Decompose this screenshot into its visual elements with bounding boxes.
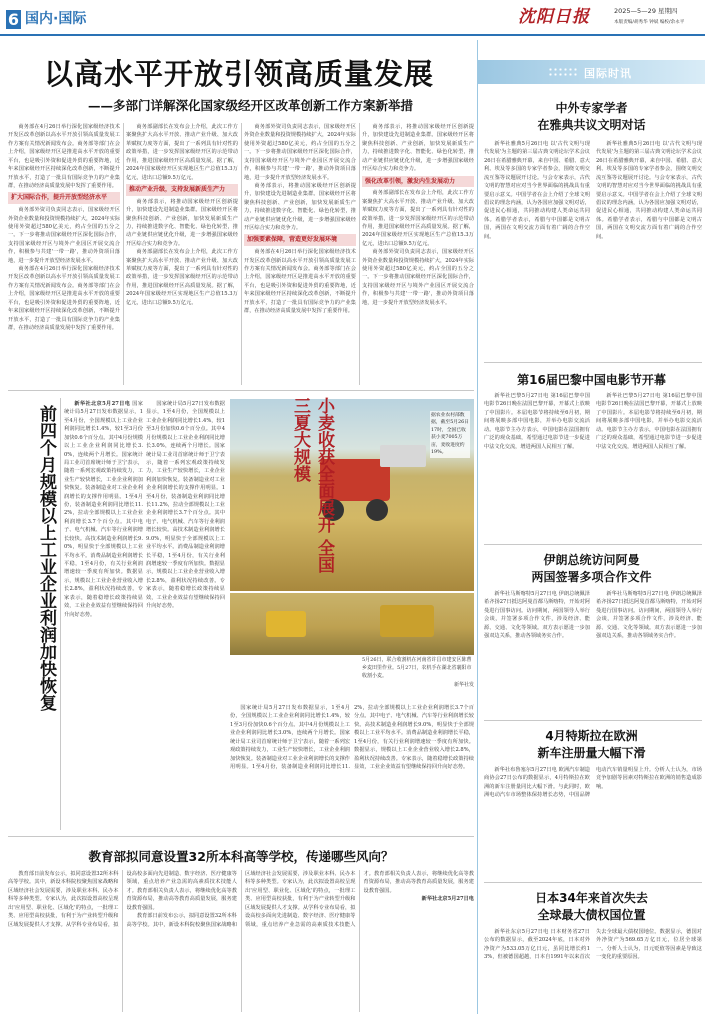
column-divider — [241, 123, 242, 385]
story-a-body-2: 国家统计局5月27日发布数据显示，1至4月份，全国规模以上工业企业利润同比增长1.4%，较1至3月份加快0.6个百分点。其中4月份规模以上工业企业利润同比增长3.0%，连续两个月增长。国家统计局工业司首席统计师于卫宁表示，随着一系列宏观政策持续发力，工业生产较快增长，工业企业利润加快恢复。装备制造业对工业企业利润增长的支撑作用明显。1至4月份，装备制造业利润同比增长11.2%，拉动全部规模以上工业企业利润增长3.7个百分点。其中电子、电气机械、汽车等行业利润增长较快。高技术制造业利润增长9.0%，明显快于全部规模以上工业平均水平。消费品制造业利润增长平稳，1至4月份，有关行业利润增速较一季度有所加快。数据显示，规模以上工业企业营业收入增长2.8%，盈利状况持续改善。专家表示，随着稳增长政策持续显效，工业企业效益有望继续保持回升向好态势。 — [146, 401, 225, 610]
lead-column-2: 商务部副部长在发布会上介绍，此次工作方案聚焦扩大高水平开放、推动产业升级、加大改革赋权力度等方面，提出了一系列具有针对性的政策举措，进一步发挥国家级经开区的示范带动作用，推进国家级经开区高质量发展。据了解，2024年国家级经开区实现地区生产总值15.3万亿元，进出口总额9.5万亿元。 推动产业升级，支持发展新质生产力 商务部表示，将推动国家级经开区创新提升，加快建设先进制造业集群。国家级经开区将聚焦科技创新、产业创新，加快发展新质生产力，持续推进数字化、智能化、绿色化转型，推动产业链供应链优化升级，进一步增强国家级经开区综合实力和竞争力。 商务部副部长在发布会上介绍，此次工作方案聚焦扩大高水平开放、推动产业升级、加大改革赋权力度等方面，提出了一系列具有针对性的政策举措，进一步发挥国家级经开区的示范带动作用，推进国家级经开区高质量发展。据了解，2024年国家级经开区实现地区生产总值15.3万亿元，进出口总额9.5万亿元。 — [126, 124, 238, 306]
sidebar-article-2-body: 新华社巴黎5月27日电 第16届巴黎中国电影节26日晚在法国巴黎开幕，开幕式上放映了中国影片。本届电影节将持续至6月初，期间将展映多部中国电影，并举办电影交流活动。电影节主办方表示，中国电影在法国拥有广泛的观众基础，希望通过电影节进一步促进中法文化交流，增进两国人民相互了解。 新华社巴黎5月27日电 第16届巴黎中国电影节26日晚在法国巴黎开幕，开幕式上放映了中国影片。本届电影节将持续至6月初，期间将展映多部中国电影，并举办电影交流活动。电影节主办方表示，中国电影在法国拥有广泛的观众基础，希望通过电影节进一步促进中法文化交流，增进两国人民相互了解。 — [484, 393, 702, 450]
section-rule — [8, 390, 474, 391]
issue-date: 2025—5—29 星期四 — [614, 7, 678, 15]
section-rule — [484, 362, 702, 363]
masthead-logo: 沈阳日报 — [518, 7, 590, 27]
dot-pattern — [548, 67, 578, 77]
story-b-headline: 教育部拟同意设置32所本科高等学校，传递哪些风向？ — [88, 849, 394, 864]
sidebar-tab — [478, 60, 705, 84]
story-b-body: 教育部日前发布公示，拟同意设置32所本科高等学校。其中，新设本科院校聚焦国家战略和区域经济社会发展需要，涉及职业本科、民办本科等多种类型。专家认为，此次拟设置高校呈现出'应用型、职业化、区域化'的特点，一批理工类、应用型高校获批，有利于为产业转型升级和区域发展提供人才支撑。从学科专业布局看，拟设高校多面向先进制造、数字经济、医疗健康等领域，重点培养产业急需的高素质技术技能人才。教育部相关负责人表示，将继续优化高等教育资源布局，推动高等教育高质量发展，服务建设教育强国。 教育部日前发布公示，拟同意设置32所本科高等学校。其中，新设本科院校聚焦国家战略和区域经济社会发展需要，涉及职业本科、民办本科等多种类型。专家认为，此次拟设置高校呈现出'应用型、职业化、区域化'的特点，一批理工类、应用型高校获批，有利于为产业转型升级和区域发展提供人才支撑。从学科专业布局看，拟设高校多面向先进制造、数字经济、医疗健康等领域，重点培养产业急需的高素质技术技能人才。教育部相关负责人表示，将继续优化高等教育资源布局，推动高等教育高质量发展，服务建设教育强国。 新华社北京5月27日电 — [8, 871, 474, 928]
section-rule — [484, 720, 702, 721]
sidebar-article-2-title: 第16届巴黎中国电影节开幕 — [517, 373, 666, 387]
lead-subheading-2: 推动产业升级，支持发展新质生产力 — [126, 184, 238, 196]
sidebar-article-4-title: 4月特斯拉在欧洲 新车注册量大幅下滑 — [537, 729, 646, 760]
column-divider — [359, 123, 360, 385]
section-rule — [484, 544, 702, 545]
sidebar-article-1-body: 新华社雅典5月26日电 以'古代文明与现代发展'为主题的第三届古典文明论坛学术会议26日在希腊雅典开幕，来自中国、希腊、意大利、埃及等多国的专家学者参会，围绕文明交流互鉴等议题展开讨论。与会专家表示，古代文明的智慧对应对当今世界面临的挑战具有重要启示意义。中国学者在会上介绍了全球文明倡议的理念内涵，认为各国应加强文明对话，促进民心相通，共同推动构建人类命运共同体。希腊学者表示，希腊与中国都是文明古国，两国在文明交流方面有着广阔的合作空间。 新华社雅典5月26日电 以'古代文明与现代发展'为主题的第三届古典文明论坛学术会议26日在希腊雅典开幕，来自中国、希腊、意大利、埃及等多国的专家学者参会，围绕文明交流互鉴等议题展开讨论。与会专家表示，古代文明的智慧对应对当今世界面临的挑战具有重要启示意义。中国学者在会上介绍了全球文明倡议的理念内涵，认为各国应加强文明对话，促进民心相通，共同推动构建人类命运共同体。希腊学者表示，希腊与中国都是文明古国，两国在文明交流方面有着广阔的合作空间。 — [484, 141, 702, 240]
column-divider — [123, 123, 124, 385]
inset-title: 小麦收获全面展开 全国三夏大规模 — [290, 397, 334, 573]
lead-subheading-4: 强化改革引领，激发内生发展动力 — [362, 176, 474, 188]
sidebar-article-1-title: 中外专家学者 在雅典共议文明对话 — [537, 101, 646, 132]
sidebar-article-4-body: 新华社布鲁塞尔5月27日电 欧洲汽车制造商协会27日公布的数据显示，4月特斯拉在欧洲的新车注册量同比大幅下滑。与此同时，欧洲电动汽车市场整体保持增长态势，中国品牌电动汽车销量明显上升。分析人士认为，市场竞争加剧等因素对特斯拉在欧洲的销售造成影响。 — [484, 767, 702, 799]
lead-column-3: 商务部外资司负责同志表示，国家级经开区外资企业数量和投资规模持续扩大，2024年实际使用外资超过580亿美元，约占全国的五分之一。下一步将推动国家级经开区深化国际合作，支持国家级经开区与境外产业园区开展交流合作，积极参与共建'一带一路'，推动外资项目落地，进一步提升开放型经济发展水平。 商务部表示，将推动国家级经开区创新提升，加快建设先进制造业集群。国家级经开区将聚焦科技创新、产业创新，加快发展新质生产力，持续推进数字化、智能化、绿色化转型，推动产业链供应链优化升级，进一步增强国家级经开区综合实力和竞争力。 加强要素保障，营造更好发展环境 商务部在4月26日举行深化国家级经济技术开发区改革创新以高水平开放引领高质量发展工作方案有关情况新闻发布会。商务部等部门在会上介绍，国家级经开区是推进高水平开放的重要平台，也是吸引外资和促进外贸的重要阵地，近年来国家级经开区持续深化改革创新，不断提升开放水平，打造了一批具有国际竞争力的产业集群，在推动经济高质量发展中发挥了重要作用。 — [244, 124, 356, 315]
lead-subheading-3: 加强要素保障，营造更好发展环境 — [244, 234, 356, 246]
sidebar-tab-label: 国际时讯 — [584, 67, 632, 80]
sidebar-article-5-title: 日本34年来首次失去 全球最大债权国位置 — [535, 891, 648, 922]
lead-subheading-1: 扩大国际合作，提升开放型经济水平 — [8, 192, 120, 204]
sidebar-panel — [478, 40, 705, 1014]
lead-column-1: 商务部在4月26日举行深化国家级经济技术开发区改革创新以高水平开放引领高质量发展工作方案有关情况新闻发布会。商务部等部门在会上介绍，国家级经开区是推进高水平开放的重要平台，也是吸引外资和促进外贸的重要阵地，近年来国家级经开区持续深化改革创新，不断提升开放水平，打造了一批具有国际竞争力的产业集群，在推动经济高质量发展中发挥了重要作用。 扩大国际合作，提升开放型经济水平 商务部外资司负责同志表示，国家级经开区外资企业数量和投资规模持续扩大，2024年实际使用外资超过580亿美元，约占全国的五分之一。下一步将推动国家级经开区深化国际合作，支持国家级经开区与境外产业园区开展交流合作，积极参与共建'一带一路'，推动外资项目落地，进一步提升开放型经济发展水平。 商务部在4月26日举行深化国家级经济技术开发区改革创新以高水平开放引领高质量发展工作方案有关情况新闻发布会。商务部等部门在会上介绍，国家级经开区是推进高水平开放的重要平台，也是吸引外资和促进外贸的重要阵地，近年来国家级经开区持续深化改革创新，不断提升开放水平，打造了一批具有国际竞争力的产业集群，在推动经济高质量发展中发挥了重要作用。 — [8, 124, 120, 331]
masthead-rule — [0, 34, 705, 36]
page-number-badge: 6 — [7, 10, 20, 29]
masthead — [0, 0, 705, 36]
section-title: 国内·国际 — [25, 11, 87, 27]
section-rule — [484, 882, 702, 883]
sidebar-article-3-title: 伊朗总统访问阿曼 两国签署多项合作文件 — [531, 553, 652, 584]
story-a-body-3: 国家统计局5月27日发布数据显示，1至4月份，全国规模以上工业企业利润同比增长1.4%，较1至3月份加快0.6个百分点。其中4月份规模以上工业企业利润同比增长3.0%，连续两个月增长。国家统计局工业司首席统计师于卫宁表示，随着一系列宏观政策持续发力，工业生产较快增长，工业企业利润加快恢复。装备制造业对工业企业利润增长的支撑作用明显。1至4月份，装备制造业利润同比增长11.2%，拉动全部规模以上工业企业利润增长3.7个百分点。其中电子、电气机械、汽车等行业利润增长较快。高技术制造业利润增长9.0%，明显快于全部规模以上工业平均水平。消费品制造业利润增长平稳，1至4月份，有关行业利润增速较一季度有所加快。数据显示，规模以上工业企业营业收入增长2.8%，盈利状况持续改善。专家表示，随着稳增长政策持续显效，工业企业效益有望继续保持回升向好态势。 — [230, 705, 474, 770]
lead-subheadline: ——多部门详解深化国家级经开区改革创新工作方案新举措 — [88, 98, 414, 113]
section-rule — [8, 836, 474, 837]
harvest-photo-bottom — [230, 593, 474, 655]
sidebar-article-3-body: 新华社马斯喀特5月27日电 伊朗总统佩泽希齐扬27日抵达阿曼首都马斯喀特，开始对阿曼进行国事访问。访问期间，两国领导人举行会谈，并签署多项合作文件，涉及经济、能源、交通、文化等领域。双方表示愿进一步加强双边关系，推动各领域务实合作。 新华社马斯喀特5月27日电 伊朗总统佩泽希齐扬27日抵达阿曼首都马斯喀特，开始对阿曼进行国事访问。访问期间，两国领导人举行会谈，并签署多项合作文件，涉及经济、能源、交通、文化等领域。双方表示愿进一步加强双边关系，推动各领域务实合作。 — [484, 591, 702, 640]
harvest-photo-block — [230, 399, 474, 699]
lead-column-4: 商务部表示，将推动国家级经开区创新提升，加快建设先进制造业集群。国家级经开区将聚焦科技创新、产业创新，加快发展新质生产力，持续推进数字化、智能化、绿色化转型，推动产业链供应链优化升级，进一步增强国家级经开区综合实力和竞争力。 强化改革引领，激发内生发展动力 商务部副部长在发布会上介绍，此次工作方案聚焦扩大高水平开放、推动产业升级、加大改革赋权力度等方面，提出了一系列具有针对性的政策举措，进一步发挥国家级经开区的示范带动作用，推进国家级经开区高质量发展。据了解，2024年国家级经开区实现地区生产总值15.3万亿元，进出口总额9.5万亿元。 商务部外资司负责同志表示，国家级经开区外资企业数量和投资规模持续扩大，2024年实际使用外资超过580亿美元，约占全国的五分之一。下一步将推动国家级经开区深化国际合作，支持国家级经开区与境外产业园区开展交流合作，积极参与共建'一带一路'，推动外资项目落地，进一步提升开放型经济发展水平。 — [362, 124, 474, 306]
inset-note: 据农业农村部数据，截至5月26日17时，全国已收获小麦7005万亩，麦收进度约19%。 — [430, 411, 470, 458]
sidebar-article-5-body: 新华社东京5月27日电 日本财务省27日公布的数据显示，截至2024年底，日本对外净资产为533.05万亿日元，虽同比增长约13%，但被德国超越，日本自1991年以来首次失去全球最大债权国地位。数据显示，德国对外净资产为569.65万亿日元，位居全球第一。分析人士认为，日元贬值等因素是导致这一变化的重要原因。 — [484, 929, 702, 961]
story-a-headline: 前四个月规模以上工业企业利润加快恢复 — [36, 405, 56, 711]
lead-headline: 以高水平开放引领高质量发展 — [43, 57, 434, 91]
column-divider — [60, 398, 61, 830]
story-a-body-1: 新华社北京5月27日电 国家统计局5月27日发布数据显示，1至4月份，全国规模以上工业企业利润同比增长1.4%，较1至3月份加快0.6个百分点。其中4月份规模以上工业企业利润同比增长3.0%，连续两个月增长。国家统计局工业司首席统计师于卫宁表示，随着一系列宏观政策持续发力，工业生产较快增长，工业企业利润加快恢复。装备制造业对工业企业利润增长的支撑作用明显。1至4月份，装备制造业利润同比增长11.2%，拉动全部规模以上工业企业利润增长3.7个百分点。其中电子、电气机械、汽车等行业利润增长较快。高技术制造业利润增长9.0%，明显快于全部规模以上工业平均水平。消费品制造业利润增长平稳，1至4月份，有关行业利润增速较一季度有所加快。数据显示，规模以上工业企业营业收入增长2.8%，盈利状况持续改善。专家表示，随着稳增长政策持续显效，工业企业效益有望继续保持回升向好态势。 — [64, 401, 143, 618]
editors-line: 本版责编/胡秀华 钟斌 编校/余永平 — [614, 20, 685, 25]
sidebar-divider — [477, 40, 478, 1014]
photo-caption: 5月26日，联合收割机在河南省许昌市建安区陈曹乡麦田里作业。5月27日，农机手在湖北省襄阳市收割小麦。 新华社发 — [362, 657, 474, 689]
